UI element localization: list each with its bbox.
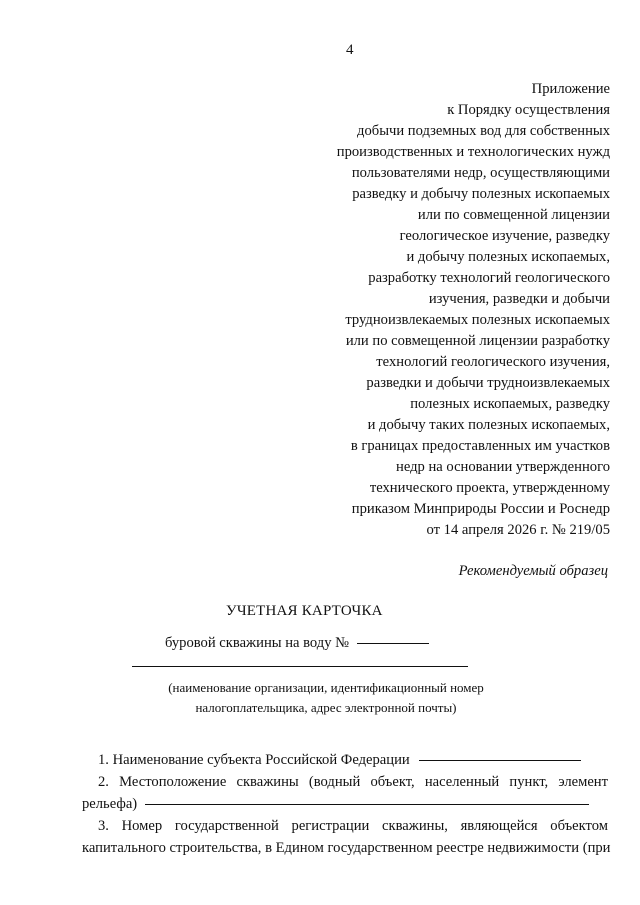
appendix-line: от 14 апреля 2026 г. № 219/05 <box>426 522 610 538</box>
organization-caption <box>140 678 512 718</box>
location-blank <box>145 804 589 805</box>
well-number-blank <box>357 643 429 644</box>
organization-fill-line <box>132 666 468 667</box>
appendix-line: технического проекта, утвержденному <box>369 480 610 496</box>
appendix-line: или по совмещенной лицензии разработку <box>345 333 610 349</box>
caption-line: (наименование организации, идентификационный номер <box>168 680 484 695</box>
form-items <box>82 749 611 859</box>
appendix-line: к Порядку осуществления <box>447 102 610 118</box>
appendix-line: геологическое изучение, разведку <box>399 228 610 244</box>
document-title: УЧЕТНАЯ КАРТОЧКА <box>226 603 383 619</box>
item-2-line-1: 2. Местоположение скважины (водный объект, населенный пункт, элемент <box>98 774 608 790</box>
appendix-line: и добычу полезных ископаемых, <box>406 249 610 265</box>
appendix-line: трудноизвлекаемых полезных ископаемых <box>345 312 610 328</box>
appendix-line: производственных и технологических нужд <box>336 144 610 160</box>
appendix-line: технологий геологического изучения, <box>376 354 610 370</box>
appendix-line: разведку и добычу полезных ископаемых <box>352 186 610 202</box>
item-1 <box>82 749 608 771</box>
recommended-sample-label: Рекомендуемый образец <box>458 563 608 579</box>
item-2-label: рельефа) <box>82 796 138 812</box>
item-3-line-1: 3. Номер государственной регистрации скважины, являющейся объектом <box>98 818 608 834</box>
appendix-line: полезных ископаемых, разведку <box>410 396 610 412</box>
appendix-line: изучения, разведки и добычи <box>428 291 610 307</box>
item-2-line-2 <box>82 793 608 815</box>
subject-name-blank <box>419 760 581 761</box>
appendix-line: добычи подземных вод для собственных <box>357 123 610 139</box>
appendix-line: пользователями недр, осуществляющими <box>351 165 610 181</box>
appendix-line: разведки и добычи трудноизвлекаемых <box>366 375 610 391</box>
appendix-line: Приложение <box>531 81 610 97</box>
subtitle-text: буровой скважины на воду № <box>165 635 350 651</box>
item-1-label: 1. Наименование субъекта Российской Федерации <box>98 752 410 768</box>
appendix-block <box>290 79 610 541</box>
page-number: 4 <box>346 42 354 58</box>
appendix-line: приказом Минприроды России и Роснедр <box>351 501 610 517</box>
appendix-line: или по совмещенной лицензии <box>417 207 610 223</box>
caption-line: налогоплательщика, адрес электронной почты) <box>195 700 457 715</box>
document-subtitle <box>165 635 429 652</box>
appendix-line: разработку технологий геологического <box>368 270 610 286</box>
item-3-line-2: капитального строительства, в Едином государственном реестре недвижимости (при <box>82 840 611 856</box>
appendix-line: недр на основании утвержденного <box>396 459 610 475</box>
appendix-line: в границах предоставленных им участков <box>350 438 610 454</box>
appendix-line: и добычу таких полезных ископаемых, <box>367 417 610 433</box>
